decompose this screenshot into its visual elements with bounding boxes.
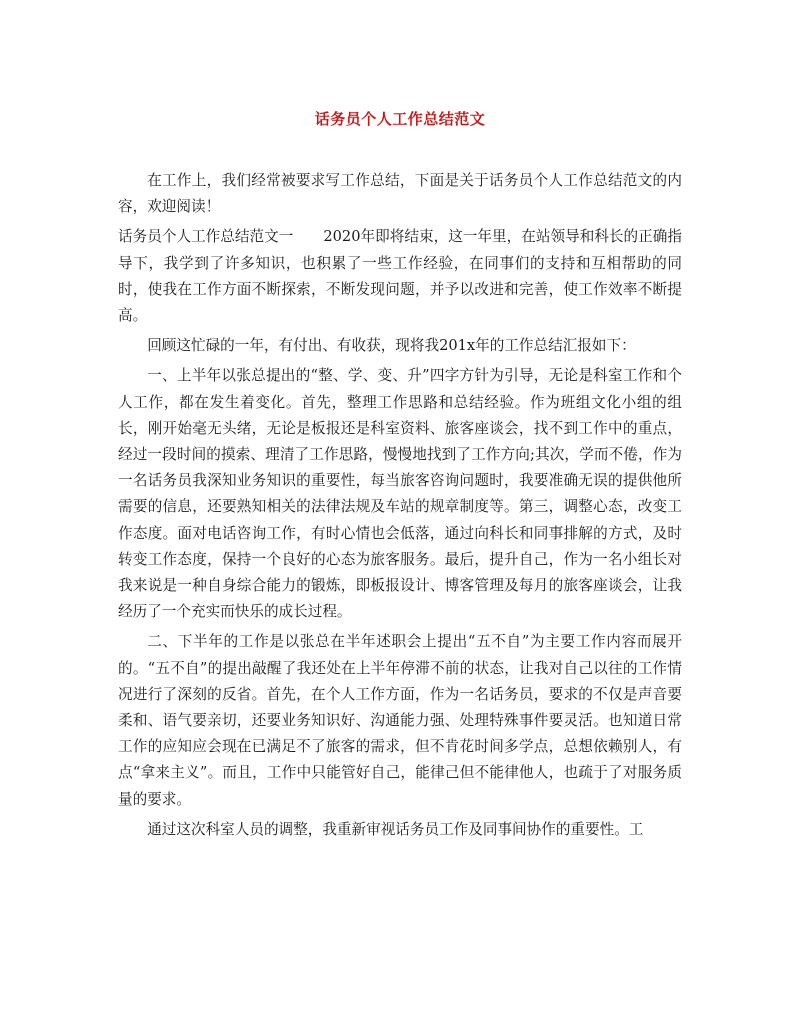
document-body	[118, 168, 682, 847]
intro-paragraph: 在工作上，我们经常被要求写工作总结，下面是关于话务员个人工作总结范文的内容，欢迎阅读！	[118, 172, 682, 216]
body-paragraph: 一、上半年以张总提出的“整、学、变、升”四字方针为引导，无论是科室工作和个人工作，都在发生着变化。首先，整理工作思路和总结经验。作为班组文化小组的组长，刚开始毫无头绪，无论是板报还是科室资料、旅客座谈会，找不到工作中的重点，经过一段时间的摸索、理清了工作思路，慢慢地找到了工作方向;其次，学而不倦，作为一名话务员我深知业务知识的重要性，每当旅客咨询问题时，我要准确无误的提供他所需要的信息，还要熟知相关的法律法规及车站的规章制度等。第三，调整心态，改变工作态度。面对电话咨询工作，有时心情也会低落，通过向科长和同事排解的方式，及时转变工作态度，保持一个良好的心态为旅客服务。最后，提升自己，作为一名小组长对我来说是一种自身综合能力的锻炼，即板报设计、博客管理及每月的旅客座谈会，让我经历了一个充实而快乐的成长过程。	[118, 367, 682, 621]
section-label: 话务员个人工作总结范文一	[118, 228, 294, 246]
body-paragraph: 二、下半年的工作是以张总在半年述职会上提出“五不自”为主要工作内容而展开的。“五不自”的提出敲醒了我还处在上半年停滞不前的状态，让我对自己以往的工作情况进行了深刻的反省。首先，在个人工作方面，作为一名话务员，要求的不仅是声音要柔和、语气要亲切，还要业务知识好、沟通能力强、处理特殊事件要灵活。也知道日常工作的应知应会现在已满足不了旅客的需求，但不肯花时间多学点，总想依赖别人，有点“拿来主义”。而且，工作中只能管好自己，能律己但不能律他人，也疏于了对服务质量的要求。	[118, 633, 682, 808]
section-paragraph	[118, 224, 682, 329]
document-title: 话务员个人工作总结范文	[314, 110, 486, 128]
section-opening: 2020年即将结束，这一年里，在站领导和科长的正确指导下，我学到了许多知识，也积累了一些工作经验，在同事们的支持和互相帮助的同时，使我在工作方面不断探索，不断发现问题，并予以改进和完善，使工作效率不断提高。	[118, 228, 682, 325]
body-paragraph: 回顾这忙碌的一年，有付出、有收获，现将我201x年的工作总结汇报如下：	[147, 337, 636, 355]
body-paragraph: 通过这次科室人员的调整，我重新审视话务员工作及同事间协作的重要性。工	[147, 820, 644, 838]
